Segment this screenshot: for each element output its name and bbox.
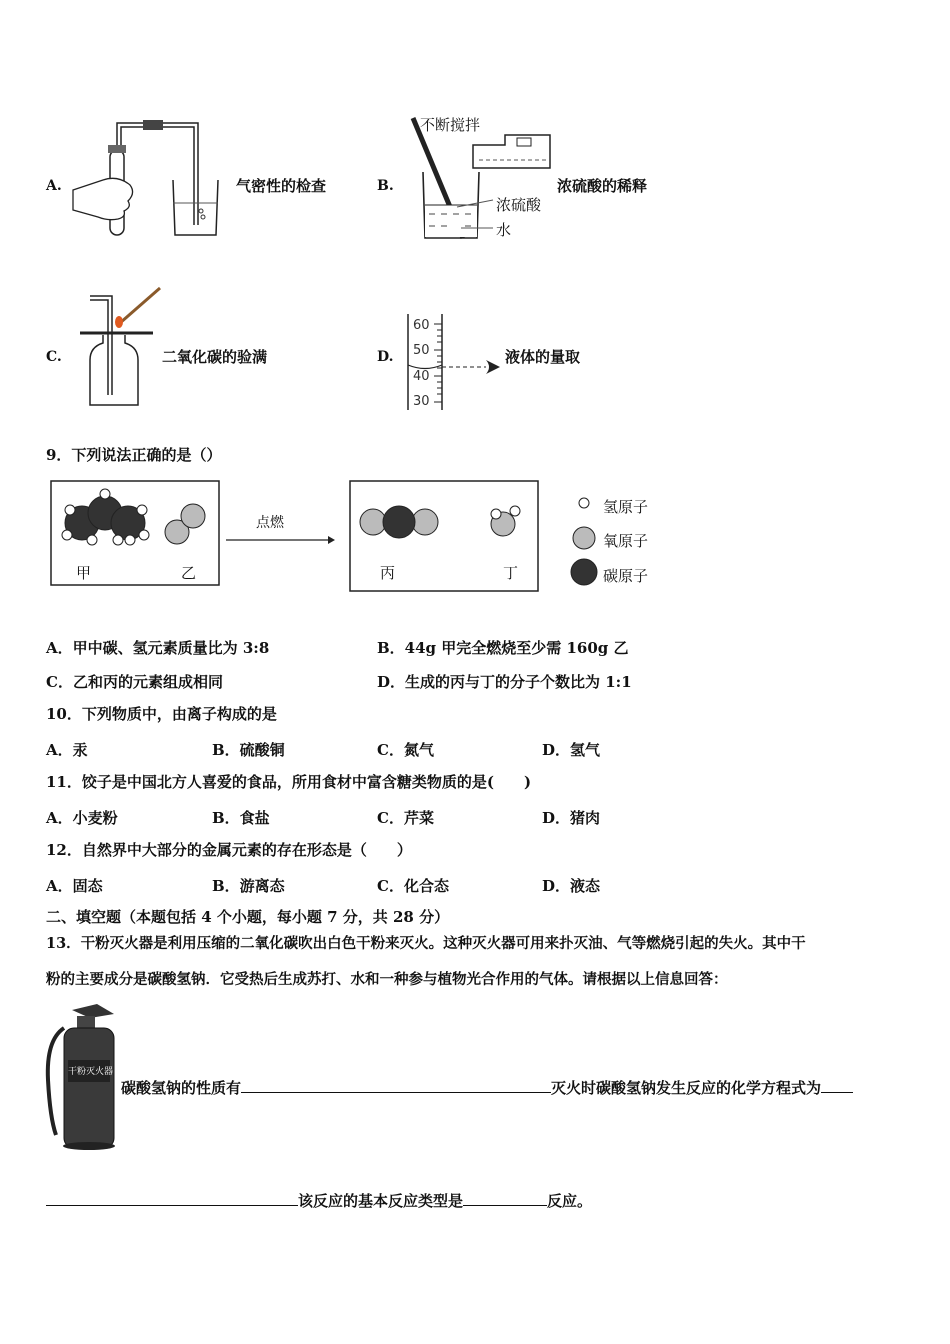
q13-part3: 该反应的基本反应类型是: [298, 1192, 464, 1210]
tick-50: 50: [413, 343, 430, 358]
q13-fill-line2: [46, 1191, 592, 1210]
stir-label: 不断搅拌: [420, 116, 481, 134]
q12-stem: 12．自然界中大部分的金属元素的存在形态是（ ）: [46, 841, 412, 859]
label-jia: 甲: [76, 564, 92, 582]
q11-option-d[interactable]: D．猪肉: [542, 809, 601, 827]
option-a-letter: A.: [46, 178, 62, 194]
molecule-ding: [491, 506, 520, 536]
arrow-label: 点燃: [256, 515, 284, 531]
acid-label: 浓硫酸: [496, 196, 542, 214]
molecule-bing: [360, 506, 438, 538]
q11-stem: 11．饺子是中国北方人喜爱的食品，所用食材中富含糖类物质的是( ): [46, 773, 532, 791]
q13-part4: 反应。: [547, 1192, 593, 1210]
q13-fill-line1: [121, 1078, 853, 1097]
answer-blank-equation[interactable]: [46, 1191, 298, 1206]
q12-option-d[interactable]: D．液态: [542, 877, 601, 895]
q10-stem: 10．下列物质中，由离子构成的是: [46, 705, 277, 723]
tick-30: 30: [413, 394, 430, 409]
q10-option-c[interactable]: C．氮气: [377, 741, 434, 759]
legend-hydrogen: 氢原子: [603, 498, 649, 516]
q9-stem: 9．下列说法正确的是（）: [46, 446, 222, 464]
airtightness-check-figure: [68, 115, 228, 245]
q10-option-b[interactable]: B．硫酸铜: [212, 741, 285, 759]
reaction-arrow: [224, 530, 336, 550]
option-d-caption: 液体的量取: [505, 348, 581, 366]
q11-option-a[interactable]: A．小麦粉: [46, 809, 118, 827]
q9-option-d[interactable]: D．生成的丙与丁的分子个数比为 1:1: [377, 673, 632, 691]
answer-blank-properties[interactable]: [241, 1078, 551, 1093]
answer-blank-equation-start[interactable]: [821, 1078, 853, 1093]
legend-carbon: 碳原子: [603, 567, 649, 585]
option-a-caption: 气密性的检查: [236, 177, 327, 195]
tick-40: 40: [413, 369, 430, 384]
molecule-jia: [62, 489, 149, 545]
q11-option-c[interactable]: C．芹菜: [377, 809, 434, 827]
option-b-caption: 浓硫酸的稀释: [557, 177, 648, 195]
q12-option-b[interactable]: B．游离态: [212, 877, 285, 895]
legend-oxygen: 氧原子: [603, 532, 649, 550]
q13-line2: 粉的主要成分是碳酸氢钠．它受热后生成苏打、水和一种参与植物光合作用的气体。请根据以上信息回答：: [46, 971, 728, 988]
atom-legend: [566, 490, 602, 590]
label-ding: 丁: [503, 564, 519, 582]
label-yi: 乙: [181, 564, 197, 582]
q9-option-a[interactable]: A．甲中碳、氢元素质量比为 3:8: [46, 639, 270, 657]
q12-option-c[interactable]: C．化合态: [377, 877, 449, 895]
tick-60: 60: [413, 318, 430, 333]
q10-option-a[interactable]: A．汞: [46, 741, 88, 759]
option-c-letter: C.: [46, 349, 62, 365]
q9-option-c[interactable]: C．乙和丙的元素组成相同: [46, 673, 223, 691]
section-heading: 二、填空题（本题包括 4 个小题，每小题 7 分，共 28 分）: [46, 908, 450, 926]
answer-blank-reaction-type[interactable]: [463, 1191, 547, 1206]
option-b-letter: B.: [377, 178, 394, 194]
q11-option-b[interactable]: B．食盐: [212, 809, 270, 827]
option-d-letter: D.: [377, 349, 394, 365]
molecule-yi: [165, 504, 205, 544]
q9-option-b[interactable]: B．44g 甲完全燃烧至少需 160g 乙: [377, 639, 629, 657]
label-bing: 丙: [380, 564, 396, 582]
q13-part2: 灭火时碳酸氢钠发生反应的化学方程式为: [551, 1079, 822, 1097]
q13-part1: 碳酸氢钠的性质有: [121, 1079, 242, 1097]
co2-full-check-figure: [78, 285, 168, 410]
extinguisher-label: 干粉灭火器: [68, 1067, 114, 1077]
q12-option-a[interactable]: A．固态: [46, 877, 103, 895]
q10-option-d[interactable]: D．氢气: [542, 741, 601, 759]
q13-line1: 13．干粉灭火器是利用压缩的二氧化碳吹出白色干粉来灭火。这种灭火器可用来扑灭油、气等燃烧引起的失火。其中干: [46, 935, 806, 952]
water-label: 水: [496, 221, 512, 239]
option-c-caption: 二氧化碳的验满: [162, 348, 268, 366]
